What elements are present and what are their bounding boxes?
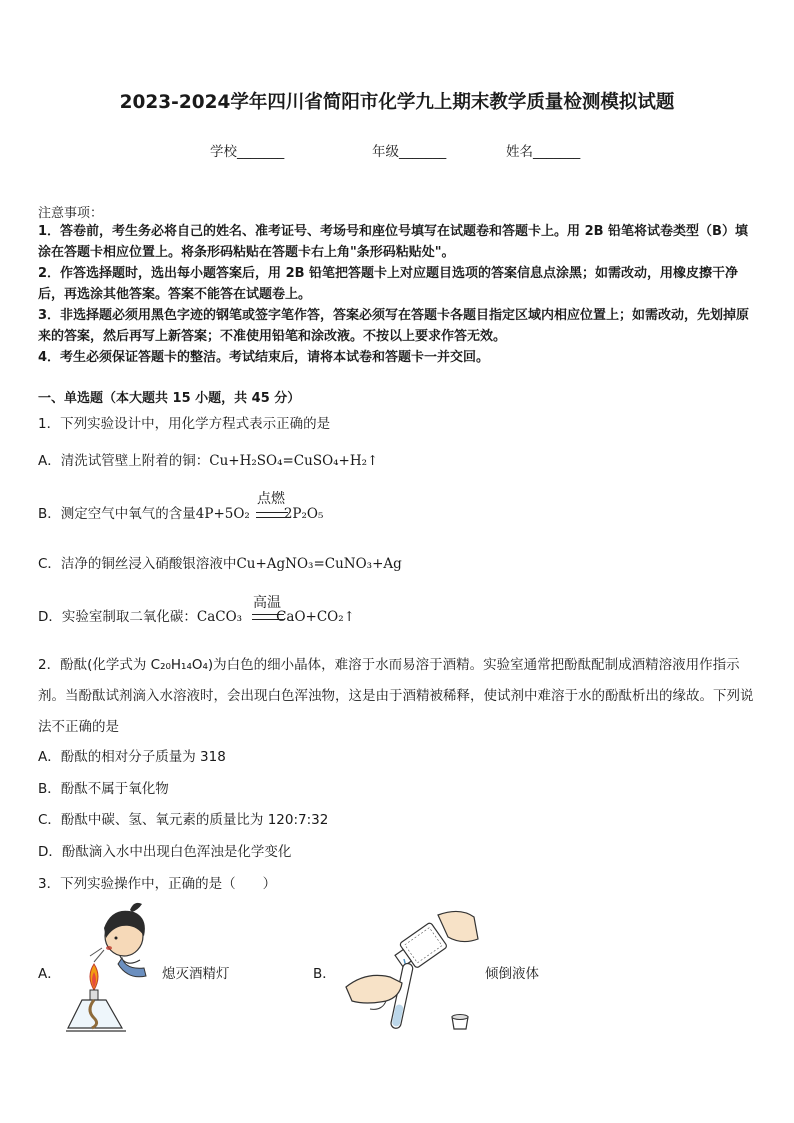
q1-option-a-text: A．清洗试管壁上附着的铜： [38, 453, 210, 469]
notice-item-2: 2．作答选择题时，选出每小题答案后，用 2B 铅笔把答题卡上对应题目选项的答案信息点涂黑；如需改动，用橡皮擦干净后，再选涂其他答案。答案不能答在试题卷上。 [38, 266, 739, 302]
school-field: 学校_______ [210, 144, 285, 160]
q1-option-d-text: D．实验室制取二氧化碳： [38, 609, 197, 625]
q2-stem: 2．酚酞(化学式为 C₂₀H₁₄O₄)为白色的细小晶体，难溶于水而易溶于酒精。实验室通常把酚酞配制成酒精溶液用作指示剂。当酚酞试剂滴入水溶液时，会出现白色浑浊物，这是由于酒精被稀释，使试剂中难溶于水的酚酞析出的缘故。下列说法不正确的是 [38, 657, 754, 735]
q3-option-a-letter: A． [38, 966, 61, 982]
q1-option-b [38, 501, 760, 527]
blow-out-lamp-illustration [64, 898, 164, 1043]
q1-d-condition: 高温 [253, 595, 281, 611]
q1-d-equals-bar [252, 614, 284, 620]
q2-option-b: B．酚酞不属于氧化物 [38, 781, 169, 797]
q1-option-d-left: CaCO₃ [196, 609, 243, 625]
q1-b-equals-bar [256, 512, 288, 518]
q1-option-c [38, 551, 760, 577]
name-field: 姓名_______ [506, 144, 581, 160]
grade-field: 年级_______ [372, 144, 447, 160]
q1-option-b-right: 2P₂O₅ [283, 506, 324, 522]
q2-option-c: C．酚酞中碳、氢、氧元素的质量比为 120:7:32 [38, 812, 329, 828]
pour-liquid-illustration [342, 905, 482, 1040]
q1-option-a [38, 448, 760, 474]
q1-option-d-right: CaO+CO₂↑ [276, 609, 355, 625]
q1-option-d [38, 604, 760, 630]
notice-heading: 注意事项： [38, 206, 104, 221]
q1-option-a-formula: Cu+H₂SO₄=CuSO₄+H₂↑ [209, 453, 379, 469]
q3-option-a-caption: 熄灭酒精灯 [162, 966, 230, 982]
notice-item-4: 4．考生必须保证答题卡的整洁。考试结束后，请将本试卷和答题卡一并交回。 [38, 350, 490, 365]
q1-option-b-text: B．测定空气中氧气的含量 [38, 506, 196, 522]
q1-option-c-formula: Cu+AgNO₃=CuNO₃+Ag [236, 556, 402, 572]
page-title: 2023-2024学年四川省简阳市化学九上期末教学质量检测模拟试题 [119, 92, 675, 113]
q3-stem: 3．下列实验操作中，正确的是（ ） [38, 876, 277, 892]
q1-b-condition: 点燃 [257, 491, 285, 507]
q1-option-b-left: 4P+5O₂ [195, 506, 250, 522]
q1-option-c-text: C．洁净的铜丝浸入硝酸银溶液中 [38, 556, 237, 572]
q2-option-a: A．酚酞的相对分子质量为 318 [38, 749, 226, 765]
notice-item-3: 3．非选择题必须用黑色字迹的钢笔或签字笔作答，答案必须写在答题卡各题目指定区域内相应位置上；如需改动，先划掉原来的答案，然后再写上新答案；不准使用铅笔和涂改液。不按以上要求作答无效。 [38, 308, 750, 344]
q2-option-d: D．酚酞滴入水中出现白色浑浊是化学变化 [38, 844, 292, 860]
q3-option-b-caption: 倾倒液体 [485, 966, 539, 982]
notice-item-1: 1．答卷前，考生务必将自己的姓名、准考证号、考场号和座位号填写在试题卷和答题卡上。用 2B 铅笔将试卷类型（B）填涂在答题卡相应位置上。将条形码粘贴在答题卡右上角"条形码粘贴处"。 [38, 224, 748, 260]
q1-stem: 1．下列实验设计中，用化学方程式表示正确的是 [38, 416, 331, 432]
section-heading: 一、单选题（本大题共 15 小题，共 45 分） [38, 391, 301, 406]
q3-option-b-letter: B． [313, 966, 336, 982]
